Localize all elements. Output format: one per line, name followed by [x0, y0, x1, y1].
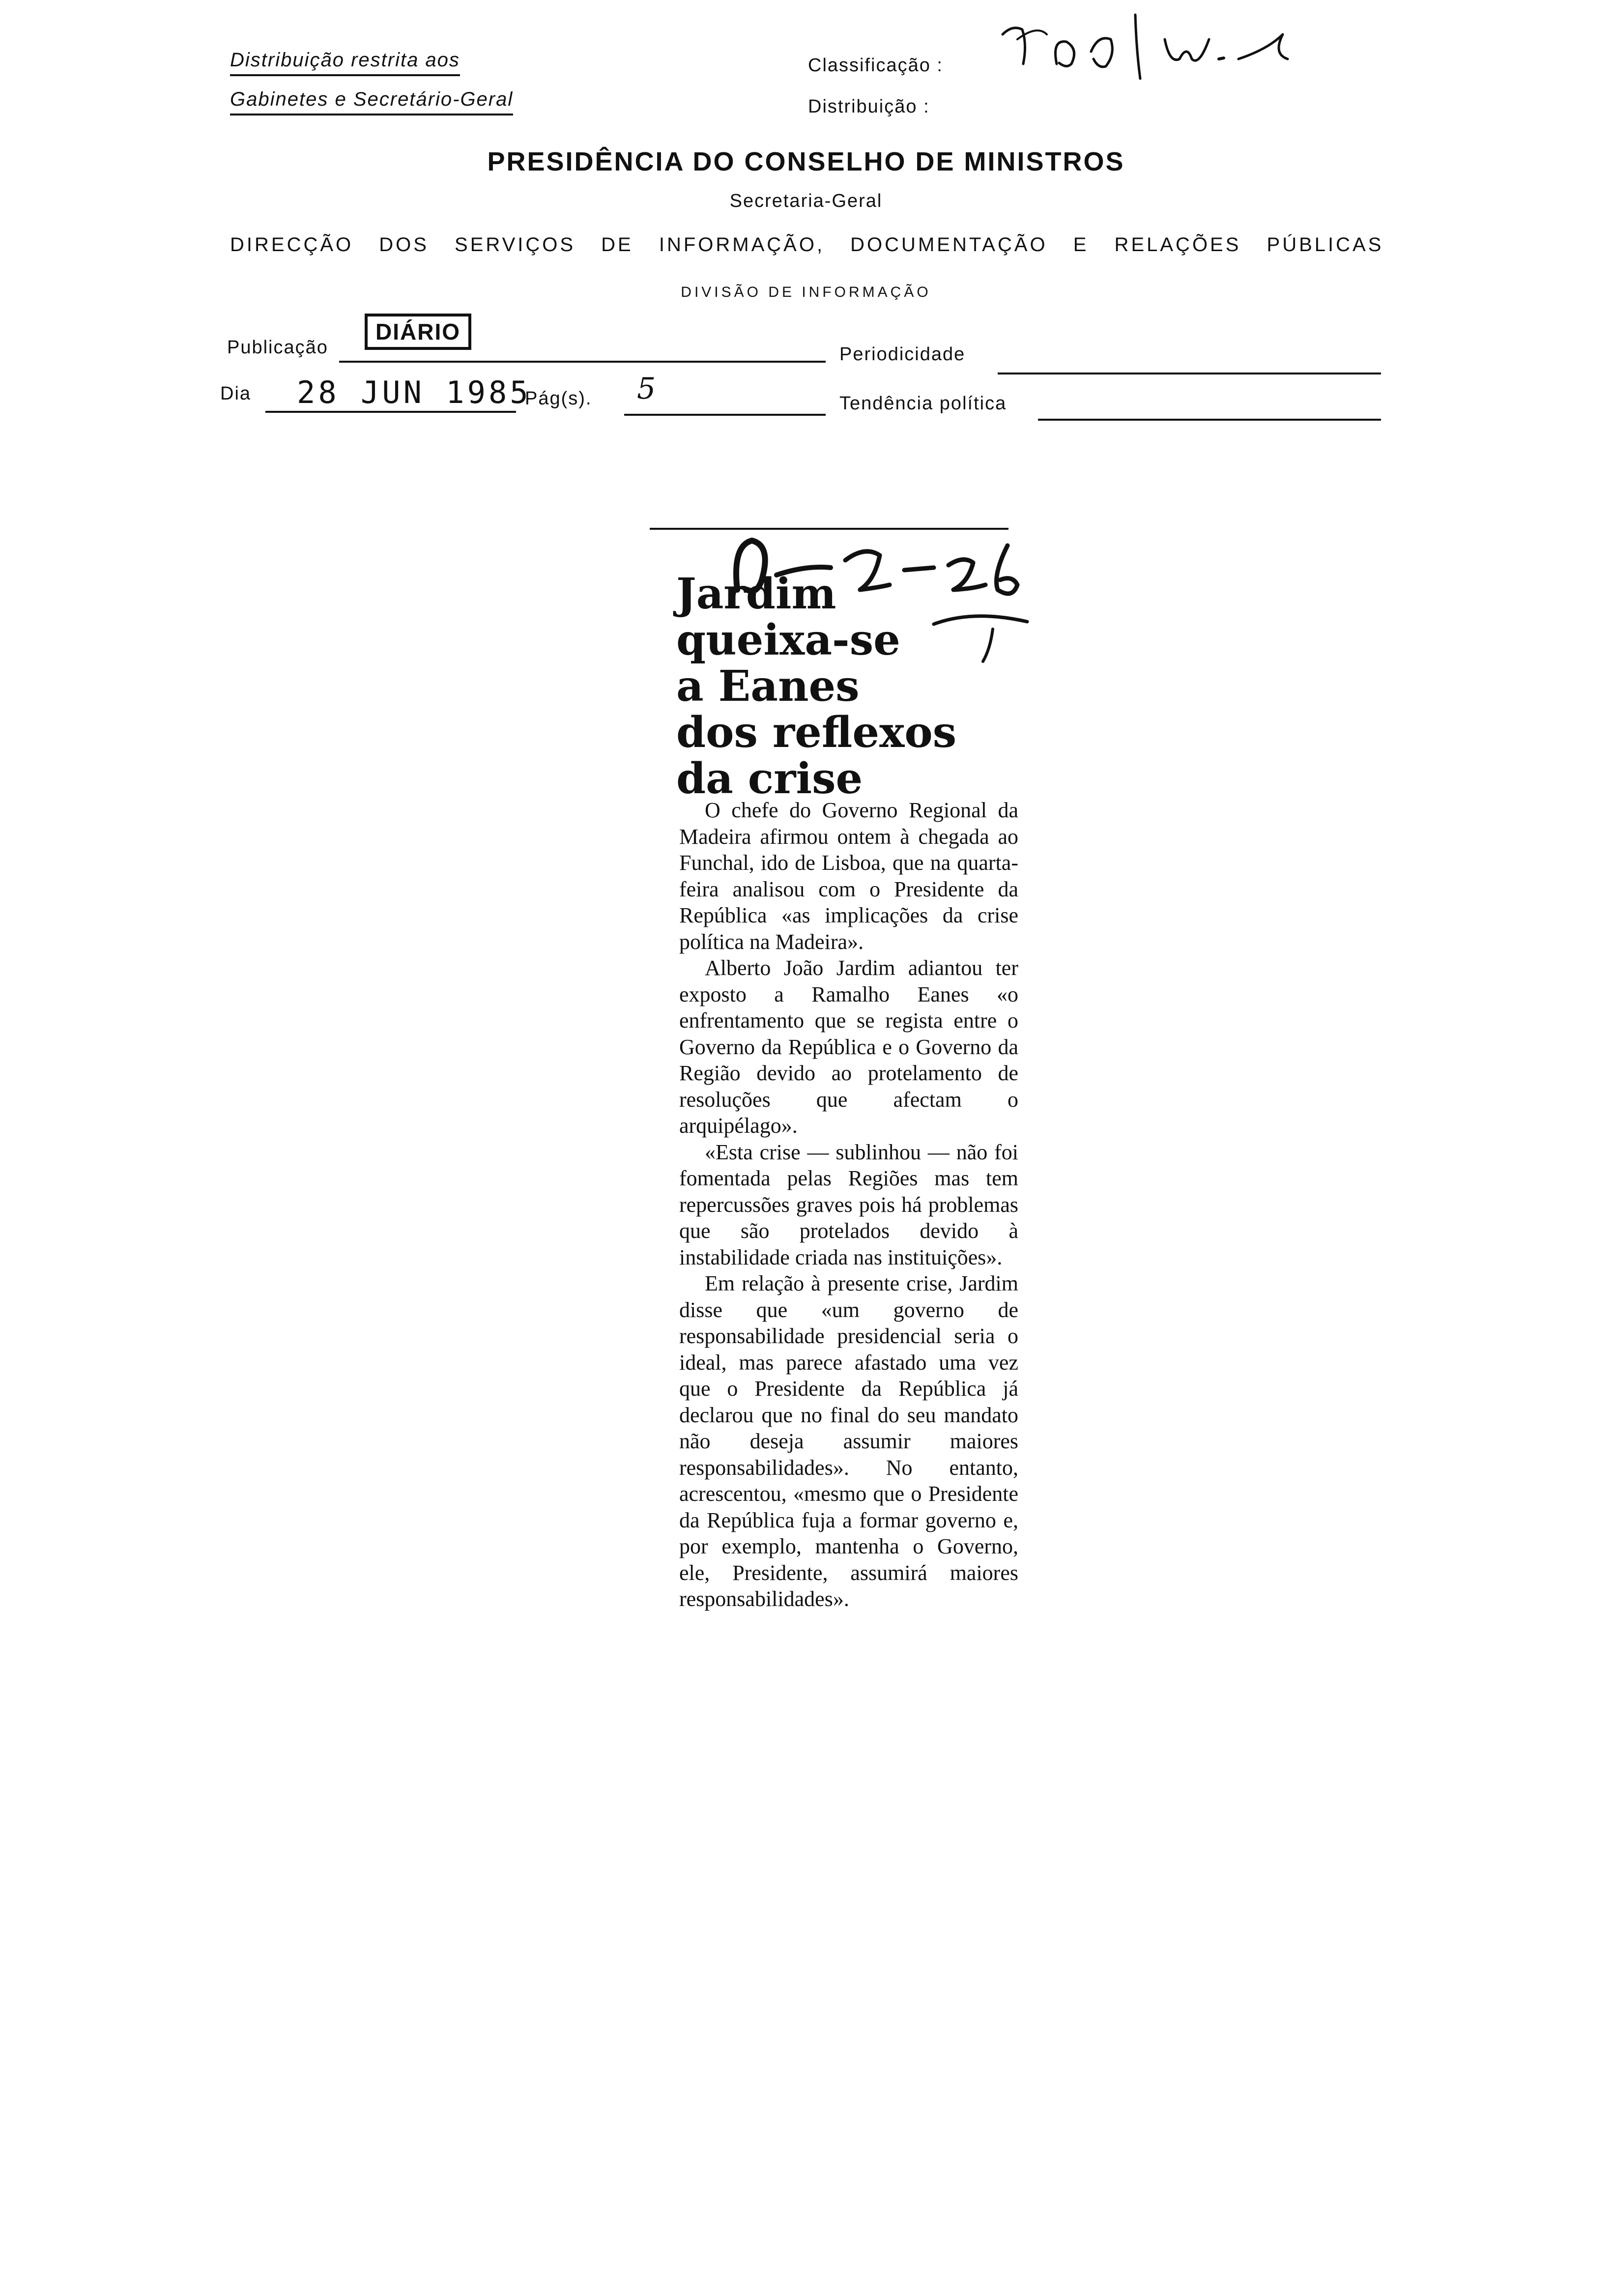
divisao-informacao: DIVISÃO DE INFORMAÇÃO	[681, 284, 931, 300]
secretaria-geral: Secretaria-Geral	[729, 191, 883, 211]
org-title: PRESIDÊNCIA DO CONSELHO DE MINISTROS	[487, 147, 1125, 176]
pags-value: 5	[637, 372, 656, 406]
direccao-servicos: DIRECÇÃO DOS SERVIÇOS DE INFORMAÇÃO, DOCUMENTAÇÃO E RELAÇÕES PÚBLICAS	[230, 234, 1384, 256]
body-paragraph-2: Alberto João Jardim adiantou ter exposto a Ramalho Eanes «o enfrentamento que se regista entre o Governo da República e o Governo da Região devido ao protelamento de resoluções que afectam o arquipélago».	[679, 956, 1018, 1138]
handwritten-annotation-top	[993, 5, 1327, 88]
pags-label: Pág(s).	[525, 388, 592, 409]
publicacao-label: Publicação	[227, 337, 328, 358]
periodicidade-label: Periodicidade	[839, 344, 966, 365]
body-paragraph-4: Em relação à presente crise, Jardim disse que «um governo de responsabilidade presidencial seria o ideal, mas parece afastado uma vez que o Presidente da República já declarou que no final do seu mandato não deseja assumir maiores responsabilidades». No entanto, acrescentou, «mesmo que o Presidente da República fuja a formar governo e, por exemplo, mantenha o Governo, ele, Presidente, assumirá maiores responsabilidades».	[679, 1271, 1018, 1611]
body-paragraph-1: O chefe do Governo Regional da Madeira afirmou ontem à chegada ao Funchal, ido de Lisboa, que na quarta-feira analisou com o Presidente da República «as implicações da crise política na Madeira».	[679, 798, 1018, 954]
dia-stamp: 28 JUN 1985	[297, 374, 531, 410]
publicacao-stamp: DIÁRIO	[365, 314, 471, 350]
headline-line-1: Jardim	[676, 569, 836, 619]
distribuicao-label: Distribuição :	[808, 96, 930, 117]
handwritten-scribble-icon	[993, 5, 1327, 88]
tendencia-line	[1038, 419, 1381, 421]
clipping-body	[679, 797, 1018, 1612]
publicacao-line	[339, 361, 826, 363]
pags-line	[624, 414, 826, 416]
dia-line	[265, 411, 516, 413]
clipping-headline	[676, 571, 981, 802]
restricted-distribution-line1: Distribuição restrita aos	[230, 49, 460, 76]
headline-line-5: da crise	[676, 754, 863, 804]
restricted-distribution-line2: Gabinetes e Secretário-Geral	[230, 88, 513, 115]
headline-line-4: dos reflexos	[676, 708, 957, 757]
classificacao-label: Classificação :	[808, 55, 943, 76]
periodicidade-line	[998, 373, 1381, 374]
headline-line-3: a Eanes	[676, 661, 860, 711]
body-paragraph-3: «Esta crise — sublinhou — não foi fomentada pelas Regiões mas tem repercussões graves pois há problemas que são protelados devido à instabilidade criada nas instituições».	[679, 1140, 1018, 1269]
tendencia-label: Tendência política	[839, 393, 1007, 414]
dia-label: Dia	[220, 383, 252, 404]
headline-line-2: queixa-se	[676, 615, 900, 665]
